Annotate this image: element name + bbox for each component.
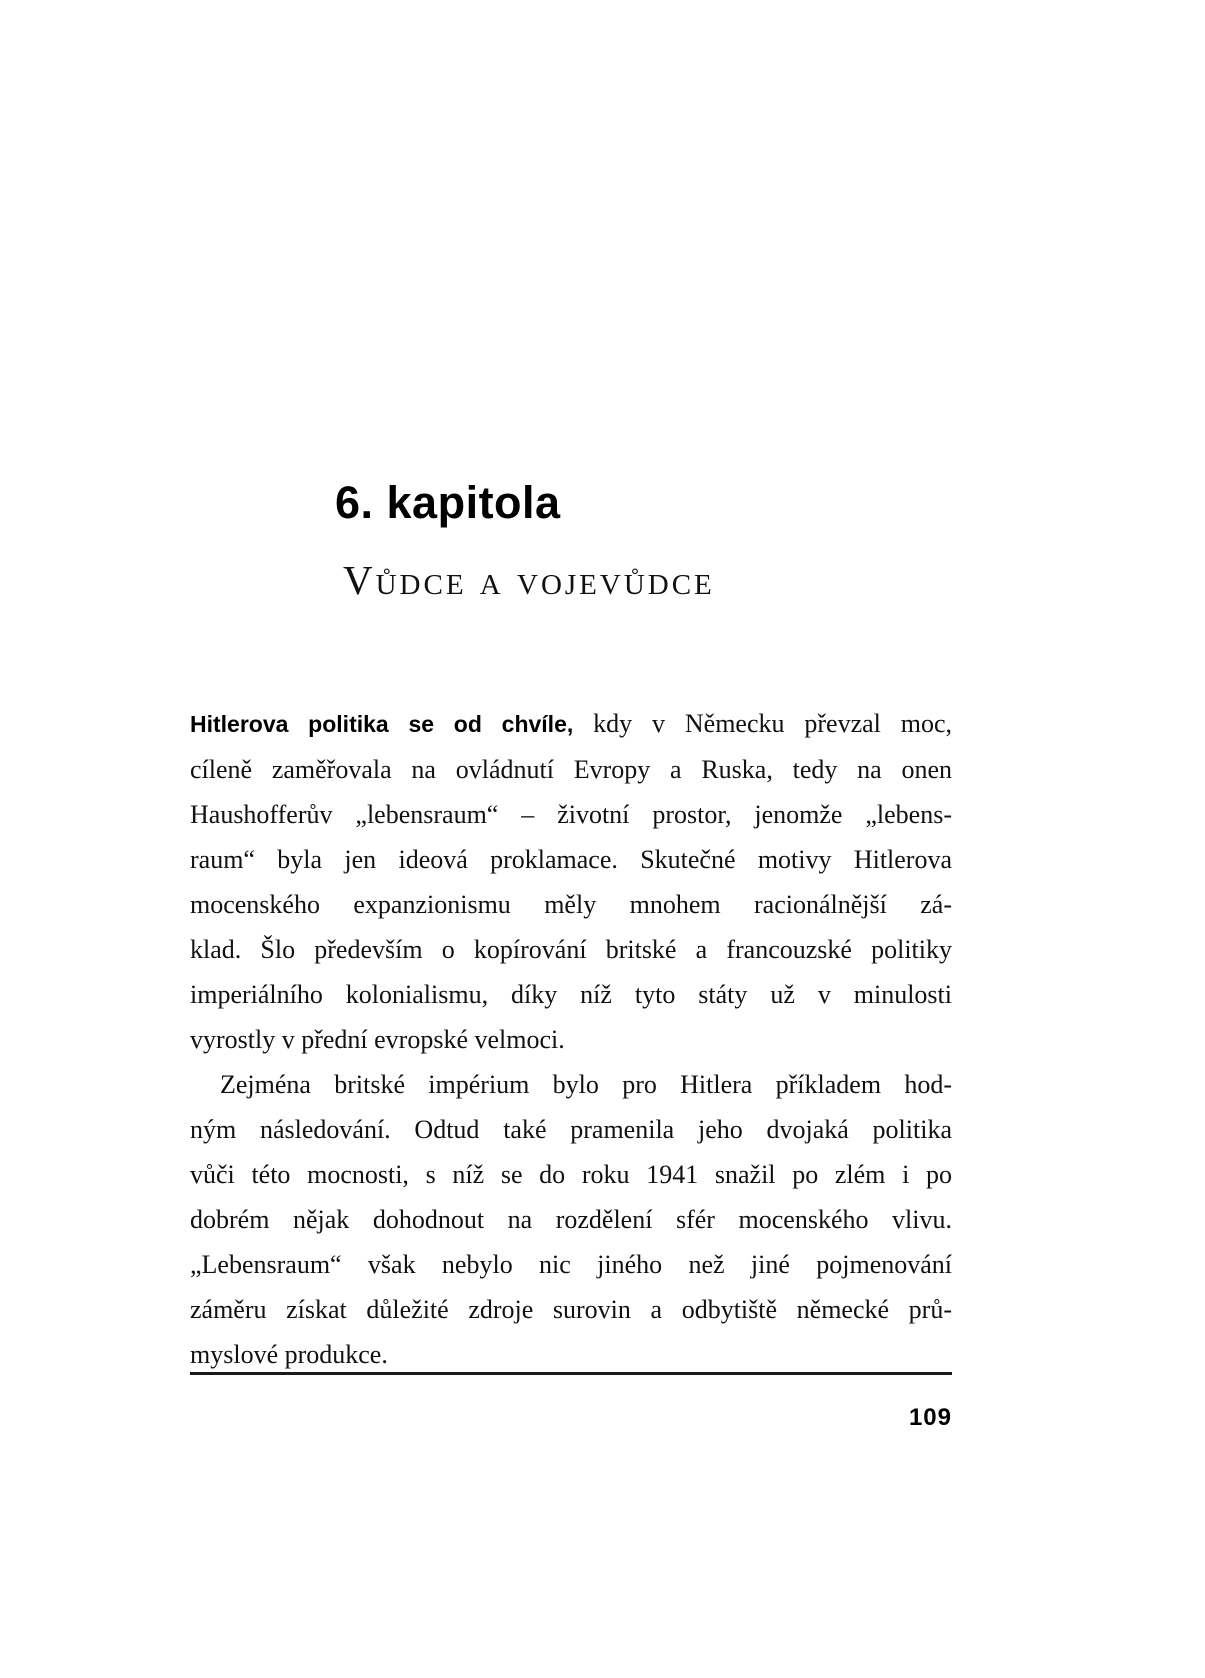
text-line: „Lebensraum“ však nebylo nic jiného než jiné pojmenování [190,1250,952,1279]
text-line: záměru získat důležité zdroje surovin a odbytiště německé prů- [190,1295,952,1324]
text-line: myslové produkce. [190,1340,388,1369]
text-line: raum“ byla jen ideová proklamace. Skutečné motivy Hitlerova [190,845,952,874]
text-line: Zejména britské impérium bylo pro Hitlera příkladem hod- [220,1070,952,1099]
text-line: vyrostly v přední evropské velmoci. [190,1025,565,1054]
text-line: imperiálního kolonialismu, díky níž tyto státy už v minulosti [190,980,952,1009]
text-line: mocenského expanzionismu měly mnohem racionálnější zá- [190,890,952,919]
paragraph-2 [190,1062,952,1377]
paragraph-2-lines [190,1062,952,1377]
text-line: klad. Šlo především o kopírování britské a francouzské politiky [190,935,952,964]
page-number: 109 [908,1404,952,1431]
text-line: Haushofferův „lebensraum“ – životní prostor, jenomže „lebens- [190,800,952,829]
footer-rule [190,1372,952,1375]
text-line [190,701,952,747]
paragraph-1-lines [190,747,952,1062]
chapter-number-heading: 6. kapitola [335,477,561,528]
text-line: ným následování. Odtud také pramenila jeho dvojaká politika [190,1115,952,1144]
text-line: cíleně zaměřovala na ovládnutí Evropy a Ruska, tedy na onen [190,755,952,784]
body-text [190,701,952,1377]
first-line-rest: kdy v Německu převzal moc, [573,709,953,738]
paragraph-lead-in: Hitlerova politika se od chvíle, [190,711,574,737]
text-line: dobrém nějak dohodnout na rozdělení sfér mocenského vlivu. [190,1205,952,1234]
chapter-title: Vůdce a vojevůdce [343,557,715,603]
paragraph-1 [190,701,952,1062]
text-line: vůči této mocnosti, s níž se do roku 1941 snažil po zlém i po [190,1160,952,1189]
